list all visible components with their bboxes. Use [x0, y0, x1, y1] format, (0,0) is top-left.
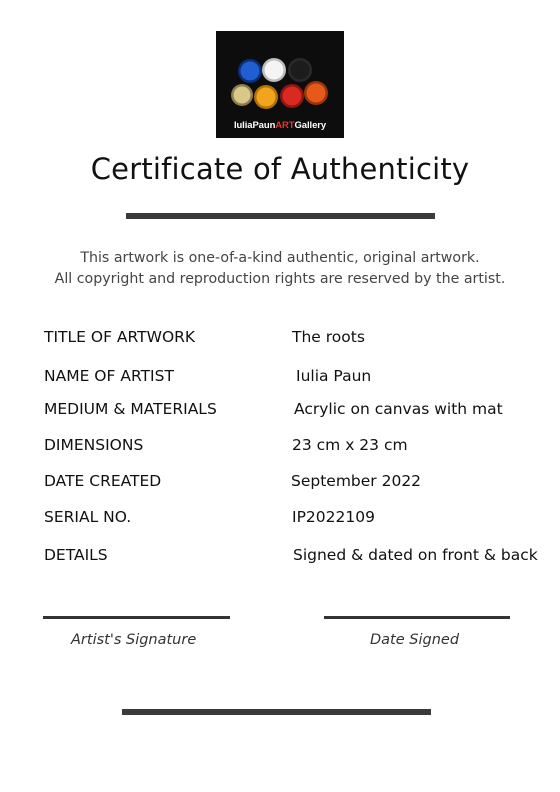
detail-value-artist: Iulia Paun	[296, 367, 372, 385]
logo-name-part2: Gallery	[294, 120, 327, 131]
detail-value-serial: IP2022109	[292, 508, 375, 526]
gallery-logo	[216, 31, 344, 138]
detail-value-details: Signed & dated on front & back	[293, 546, 538, 564]
logo-name-part1: IuliaPaun	[233, 120, 276, 131]
detail-value-date-created: September 2022	[291, 472, 422, 490]
intro-line-1: This artwork is one-of-a-kind authentic, original artwork.	[80, 250, 480, 266]
intro-line-2: All copyright and reproduction rights are reserved by the artist.	[54, 271, 506, 287]
artist-signature-line	[43, 616, 230, 619]
detail-label-artist: NAME OF ARTIST	[44, 367, 174, 385]
logo-wordmark	[216, 120, 344, 131]
certificate-title: Certificate of Authenticity	[90, 152, 470, 186]
detail-value-dimensions: 23 cm x 23 cm	[292, 436, 408, 454]
detail-label-title: TITLE OF ARTWORK	[44, 328, 196, 346]
detail-value-title: The roots	[292, 328, 365, 346]
intro-statement	[0, 248, 560, 290]
detail-label-date-created: DATE CREATED	[44, 472, 162, 490]
artist-signature-caption: Artist's Signature	[71, 632, 197, 648]
date-signed-line	[324, 616, 510, 619]
logo-name-accent: ART	[275, 120, 295, 131]
detail-label-medium: MEDIUM & MATERIALS	[44, 400, 217, 418]
detail-label-dimensions: DIMENSIONS	[44, 436, 144, 454]
date-signed-caption: Date Signed	[370, 632, 460, 648]
detail-value-medium: Acrylic on canvas with mat	[294, 400, 503, 418]
detail-label-serial: SERIAL NO.	[44, 508, 132, 526]
top-divider	[126, 213, 435, 219]
detail-label-details: DETAILS	[44, 546, 108, 564]
bottom-divider	[122, 709, 431, 715]
